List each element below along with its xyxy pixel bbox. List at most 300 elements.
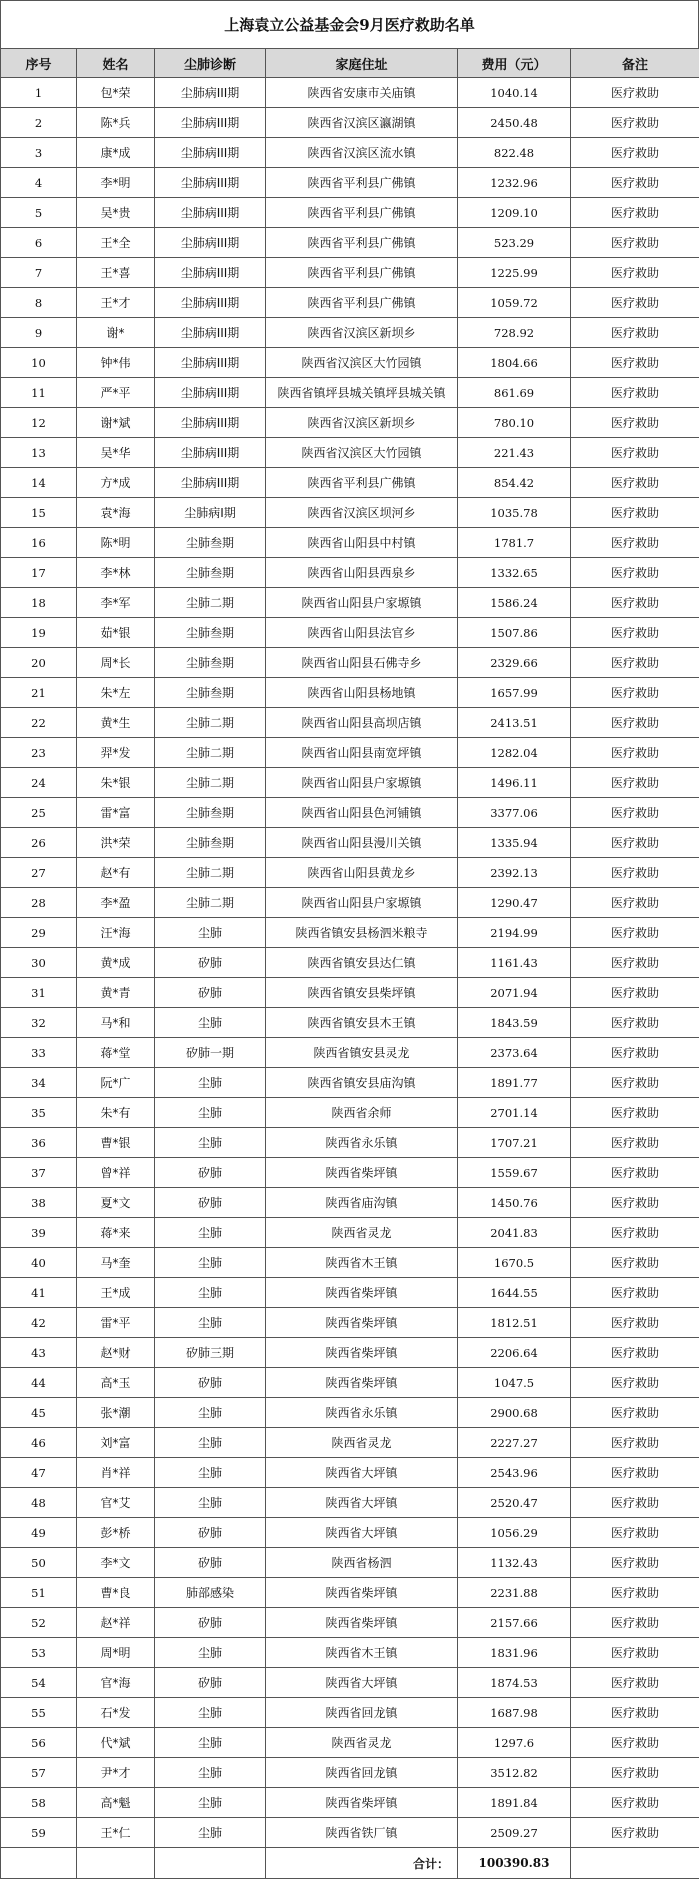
cell-address: 陕西省平利县广佛镇 [266,168,458,198]
cell-diagnosis: 尘肺病III期 [155,408,266,438]
table-row [1,948,699,978]
cell-address: 陕西省庙沟镇 [266,1188,458,1218]
cell-address: 陕西省汉滨区流水镇 [266,138,458,168]
cell-fee: 780.10 [458,408,571,438]
table-row [1,408,699,438]
cell-remark: 医疗救助 [571,498,699,528]
cell-no: 39 [1,1218,77,1248]
table-row [1,678,699,708]
header-row [1,49,699,78]
cell-fee: 1450.76 [458,1188,571,1218]
header-address: 家庭住址 [266,49,458,78]
cell-diagnosis: 尘肺 [155,1638,266,1668]
cell-remark: 医疗救助 [571,858,699,888]
cell-fee: 822.48 [458,138,571,168]
table-row [1,1128,699,1158]
cell-name: 陈*明 [77,528,155,558]
cell-remark: 医疗救助 [571,1008,699,1038]
cell-name: 马*奎 [77,1248,155,1278]
cell-address: 陕西省平利县广佛镇 [266,288,458,318]
cell-diagnosis: 尘肺叁期 [155,678,266,708]
cell-no: 35 [1,1098,77,1128]
table-row [1,588,699,618]
cell-fee: 2206.64 [458,1338,571,1368]
table-footer [1,1848,699,1879]
cell-address: 陕西省余师 [266,1098,458,1128]
cell-fee: 2520.47 [458,1488,571,1518]
cell-remark: 医疗救助 [571,1128,699,1158]
cell-fee: 1657.99 [458,678,571,708]
cell-fee: 1843.59 [458,1008,571,1038]
cell-diagnosis: 尘肺病III期 [155,438,266,468]
table-row [1,1608,699,1638]
cell-diagnosis: 尘肺病III期 [155,258,266,288]
cell-address: 陕西省柴坪镇 [266,1338,458,1368]
table-row [1,528,699,558]
cell-address: 陕西省柴坪镇 [266,1578,458,1608]
cell-diagnosis: 矽肺 [155,1188,266,1218]
cell-name: 高*魁 [77,1788,155,1818]
cell-name: 张*潮 [77,1398,155,1428]
table-row [1,1728,699,1758]
cell-name: 吴*贵 [77,198,155,228]
cell-fee: 1132.43 [458,1548,571,1578]
cell-name: 蒋*来 [77,1218,155,1248]
cell-no: 24 [1,768,77,798]
cell-fee: 1707.21 [458,1128,571,1158]
cell-remark: 医疗救助 [571,378,699,408]
table-row [1,1098,699,1128]
cell-name: 方*成 [77,468,155,498]
table-row [1,468,699,498]
cell-fee: 1282.04 [458,738,571,768]
cell-fee: 728.92 [458,318,571,348]
cell-no: 53 [1,1638,77,1668]
cell-no: 30 [1,948,77,978]
table-row [1,1188,699,1218]
cell-fee: 1047.5 [458,1368,571,1398]
cell-address: 陕西省镇安县杨泗米粮寺 [266,918,458,948]
cell-diagnosis: 尘肺 [155,1218,266,1248]
cell-fee: 1040.14 [458,78,571,108]
document-title: 上海袁立公益基金会9月医疗救助名单 [0,0,699,48]
table-row [1,78,699,108]
cell-remark: 医疗救助 [571,198,699,228]
cell-no: 7 [1,258,77,288]
table-row [1,1368,699,1398]
cell-remark: 医疗救助 [571,768,699,798]
cell-no: 45 [1,1398,77,1428]
cell-no: 57 [1,1758,77,1788]
cell-name: 汪*海 [77,918,155,948]
header-fee: 费用（元） [458,49,571,78]
cell-address: 陕西省灵龙 [266,1728,458,1758]
cell-diagnosis: 尘肺二期 [155,768,266,798]
cell-diagnosis: 尘肺病III期 [155,108,266,138]
cell-name: 王*成 [77,1278,155,1308]
table-row [1,558,699,588]
table-row [1,768,699,798]
cell-address: 陕西省铁厂镇 [266,1818,458,1848]
cell-name: 周*长 [77,648,155,678]
table-row [1,1338,699,1368]
cell-address: 陕西省平利县广佛镇 [266,468,458,498]
cell-remark: 医疗救助 [571,1578,699,1608]
table-row [1,1578,699,1608]
cell-fee: 2900.68 [458,1398,571,1428]
cell-diagnosis: 尘肺 [155,1128,266,1158]
cell-no: 51 [1,1578,77,1608]
cell-address: 陕西省汉滨区大竹园镇 [266,438,458,468]
cell-address: 陕西省柴坪镇 [266,1368,458,1398]
cell-diagnosis: 尘肺叁期 [155,798,266,828]
header-diagnosis: 尘肺诊断 [155,49,266,78]
cell-remark: 医疗救助 [571,918,699,948]
cell-name: 陈*兵 [77,108,155,138]
cell-address: 陕西省山阳县户家塬镇 [266,768,458,798]
cell-address: 陕西省山阳县高坝店镇 [266,708,458,738]
cell-address: 陕西省平利县广佛镇 [266,198,458,228]
cell-name: 李*明 [77,168,155,198]
cell-address: 陕西省汉滨区大竹园镇 [266,348,458,378]
cell-address: 陕西省杨泗 [266,1548,458,1578]
cell-remark: 医疗救助 [571,648,699,678]
cell-name: 谢*斌 [77,408,155,438]
cell-remark: 医疗救助 [571,738,699,768]
cell-fee: 1161.43 [458,948,571,978]
cell-diagnosis: 尘肺 [155,1248,266,1278]
cell-remark: 医疗救助 [571,1098,699,1128]
cell-address: 陕西省灵龙 [266,1218,458,1248]
cell-no: 34 [1,1068,77,1098]
cell-name: 刘*富 [77,1428,155,1458]
cell-address: 陕西省柴坪镇 [266,1608,458,1638]
cell-fee: 3512.82 [458,1758,571,1788]
cell-no: 33 [1,1038,77,1068]
cell-fee: 1297.6 [458,1728,571,1758]
cell-remark: 医疗救助 [571,1158,699,1188]
cell-address: 陕西省大坪镇 [266,1518,458,1548]
cell-fee: 1559.67 [458,1158,571,1188]
cell-address: 陕西省山阳县黄龙乡 [266,858,458,888]
cell-no: 50 [1,1548,77,1578]
total-row [1,1848,699,1879]
cell-fee: 1812.51 [458,1308,571,1338]
cell-name: 严*平 [77,378,155,408]
cell-remark: 医疗救助 [571,1728,699,1758]
cell-no: 22 [1,708,77,738]
cell-remark: 医疗救助 [571,1638,699,1668]
cell-remark: 医疗救助 [571,1548,699,1578]
total-empty-cell [1,1848,77,1879]
cell-remark: 医疗救助 [571,1188,699,1218]
cell-fee: 2543.96 [458,1458,571,1488]
cell-name: 李*林 [77,558,155,588]
cell-fee: 1687.98 [458,1698,571,1728]
cell-no: 23 [1,738,77,768]
cell-name: 李*盈 [77,888,155,918]
cell-address: 陕西省山阳县中村镇 [266,528,458,558]
total-value: 100390.83 [458,1848,571,1879]
cell-diagnosis: 尘肺 [155,1098,266,1128]
table-row [1,708,699,738]
cell-remark: 医疗救助 [571,948,699,978]
cell-name: 曹*银 [77,1128,155,1158]
cell-no: 21 [1,678,77,708]
cell-diagnosis: 尘肺 [155,1398,266,1428]
cell-remark: 医疗救助 [571,1788,699,1818]
cell-name: 黄*青 [77,978,155,1008]
cell-diagnosis: 尘肺二期 [155,708,266,738]
cell-name: 朱*银 [77,768,155,798]
cell-no: 25 [1,798,77,828]
cell-name: 高*玉 [77,1368,155,1398]
table-row [1,1458,699,1488]
cell-fee: 1059.72 [458,288,571,318]
total-empty-cell [571,1848,699,1879]
cell-name: 官*艾 [77,1488,155,1518]
cell-fee: 1232.96 [458,168,571,198]
cell-name: 李*文 [77,1548,155,1578]
cell-remark: 医疗救助 [571,1248,699,1278]
cell-fee: 1335.94 [458,828,571,858]
table-row [1,1218,699,1248]
table-row [1,198,699,228]
table-row [1,978,699,1008]
cell-no: 59 [1,1818,77,1848]
cell-diagnosis: 尘肺 [155,1278,266,1308]
cell-name: 袁*海 [77,498,155,528]
cell-remark: 医疗救助 [571,618,699,648]
cell-remark: 医疗救助 [571,258,699,288]
table-row [1,1668,699,1698]
cell-name: 谢* [77,318,155,348]
table-row [1,1248,699,1278]
cell-diagnosis: 尘肺 [155,1728,266,1758]
table-row [1,288,699,318]
cell-remark: 医疗救助 [571,1818,699,1848]
cell-name: 夏*文 [77,1188,155,1218]
table-row [1,858,699,888]
cell-name: 蒋*堂 [77,1038,155,1068]
cell-no: 42 [1,1308,77,1338]
cell-no: 16 [1,528,77,558]
header-name: 姓名 [77,49,155,78]
cell-address: 陕西省安康市关庙镇 [266,78,458,108]
cell-name: 阮*广 [77,1068,155,1098]
cell-name: 曹*良 [77,1578,155,1608]
cell-no: 1 [1,78,77,108]
cell-diagnosis: 矽肺 [155,1608,266,1638]
cell-diagnosis: 尘肺病III期 [155,78,266,108]
cell-name: 王*才 [77,288,155,318]
cell-name: 石*发 [77,1698,155,1728]
cell-remark: 医疗救助 [571,1458,699,1488]
cell-remark: 医疗救助 [571,1038,699,1068]
cell-address: 陕西省大坪镇 [266,1488,458,1518]
cell-address: 陕西省永乐镇 [266,1128,458,1158]
cell-remark: 医疗救助 [571,528,699,558]
table-row [1,1788,699,1818]
cell-diagnosis: 尘肺 [155,1008,266,1038]
cell-diagnosis: 尘肺叁期 [155,528,266,558]
cell-remark: 医疗救助 [571,708,699,738]
cell-remark: 医疗救助 [571,138,699,168]
cell-address: 陕西省山阳县法官乡 [266,618,458,648]
cell-diagnosis: 尘肺二期 [155,738,266,768]
cell-remark: 医疗救助 [571,1068,699,1098]
table-row [1,138,699,168]
cell-no: 55 [1,1698,77,1728]
cell-name: 代*斌 [77,1728,155,1758]
cell-fee: 1290.47 [458,888,571,918]
cell-diagnosis: 尘肺 [155,1488,266,1518]
cell-address: 陕西省山阳县色河铺镇 [266,798,458,828]
cell-diagnosis: 矽肺 [155,1158,266,1188]
cell-remark: 医疗救助 [571,1518,699,1548]
table-row [1,1278,699,1308]
cell-fee: 1209.10 [458,198,571,228]
cell-no: 52 [1,1608,77,1638]
table-row [1,438,699,468]
cell-no: 40 [1,1248,77,1278]
cell-diagnosis: 矽肺 [155,1518,266,1548]
cell-diagnosis: 尘肺 [155,1758,266,1788]
cell-no: 32 [1,1008,77,1038]
table-body [1,78,699,1848]
header-no: 序号 [1,49,77,78]
cell-no: 17 [1,558,77,588]
table-row [1,108,699,138]
table-row [1,618,699,648]
table-row [1,498,699,528]
table-row [1,1038,699,1068]
cell-no: 15 [1,498,77,528]
cell-fee: 1507.86 [458,618,571,648]
cell-name: 王*仁 [77,1818,155,1848]
table-row [1,1548,699,1578]
cell-name: 周*明 [77,1638,155,1668]
cell-fee: 523.29 [458,228,571,258]
cell-fee: 2227.27 [458,1428,571,1458]
table-row [1,1698,699,1728]
cell-address: 陕西省汉滨区坝河乡 [266,498,458,528]
cell-name: 朱*左 [77,678,155,708]
cell-diagnosis: 尘肺二期 [155,858,266,888]
table-row [1,378,699,408]
cell-no: 11 [1,378,77,408]
table-row [1,888,699,918]
cell-remark: 医疗救助 [571,438,699,468]
cell-name: 雷*富 [77,798,155,828]
cell-remark: 医疗救助 [571,168,699,198]
cell-address: 陕西省柴坪镇 [266,1278,458,1308]
cell-name: 包*荣 [77,78,155,108]
cell-address: 陕西省山阳县西泉乡 [266,558,458,588]
cell-no: 31 [1,978,77,1008]
cell-remark: 医疗救助 [571,1278,699,1308]
cell-fee: 854.42 [458,468,571,498]
cell-fee: 1332.65 [458,558,571,588]
cell-remark: 医疗救助 [571,408,699,438]
cell-fee: 2329.66 [458,648,571,678]
cell-address: 陕西省山阳县石佛寺乡 [266,648,458,678]
cell-no: 29 [1,918,77,948]
cell-fee: 2413.51 [458,708,571,738]
cell-no: 36 [1,1128,77,1158]
cell-no: 41 [1,1278,77,1308]
total-empty-cell [77,1848,155,1879]
cell-fee: 1035.78 [458,498,571,528]
cell-address: 陕西省汉滨区新坝乡 [266,318,458,348]
cell-remark: 医疗救助 [571,828,699,858]
table-row [1,348,699,378]
cell-no: 14 [1,468,77,498]
cell-fee: 1781.7 [458,528,571,558]
cell-diagnosis: 尘肺 [155,1698,266,1728]
cell-diagnosis: 尘肺 [155,1458,266,1488]
table-row [1,258,699,288]
cell-remark: 医疗救助 [571,468,699,498]
cell-no: 19 [1,618,77,648]
cell-fee: 1496.11 [458,768,571,798]
cell-diagnosis: 矽肺三期 [155,1338,266,1368]
cell-diagnosis: 矽肺 [155,1548,266,1578]
cell-no: 2 [1,108,77,138]
cell-no: 13 [1,438,77,468]
cell-address: 陕西省镇坪县城关镇坪县城关镇 [266,378,458,408]
cell-address: 陕西省山阳县杨地镇 [266,678,458,708]
cell-address: 陕西省汉滨区瀛湖镇 [266,108,458,138]
cell-no: 56 [1,1728,77,1758]
cell-no: 49 [1,1518,77,1548]
cell-diagnosis: 尘肺 [155,1068,266,1098]
cell-fee: 1804.66 [458,348,571,378]
cell-diagnosis: 矽肺 [155,948,266,978]
cell-no: 37 [1,1158,77,1188]
table-row [1,1158,699,1188]
cell-no: 58 [1,1788,77,1818]
cell-name: 曾*祥 [77,1158,155,1188]
table-row [1,1518,699,1548]
cell-address: 陕西省山阳县户家塬镇 [266,588,458,618]
cell-remark: 医疗救助 [571,1398,699,1428]
cell-remark: 医疗救助 [571,348,699,378]
cell-address: 陕西省柴坪镇 [266,1788,458,1818]
table-row [1,1488,699,1518]
cell-fee: 2392.13 [458,858,571,888]
cell-no: 48 [1,1488,77,1518]
cell-fee: 2373.64 [458,1038,571,1068]
cell-fee: 2701.14 [458,1098,571,1128]
cell-name: 肖*祥 [77,1458,155,1488]
cell-diagnosis: 尘肺病I期 [155,498,266,528]
cell-remark: 医疗救助 [571,588,699,618]
table-row [1,828,699,858]
cell-no: 18 [1,588,77,618]
cell-remark: 医疗救助 [571,798,699,828]
cell-remark: 医疗救助 [571,1668,699,1698]
cell-name: 黄*生 [77,708,155,738]
cell-address: 陕西省镇安县柴坪镇 [266,978,458,1008]
cell-fee: 221.43 [458,438,571,468]
table-row [1,1008,699,1038]
cell-fee: 1874.53 [458,1668,571,1698]
table-row [1,1428,699,1458]
cell-fee: 1670.5 [458,1248,571,1278]
cell-address: 陕西省平利县广佛镇 [266,228,458,258]
table-row [1,318,699,348]
